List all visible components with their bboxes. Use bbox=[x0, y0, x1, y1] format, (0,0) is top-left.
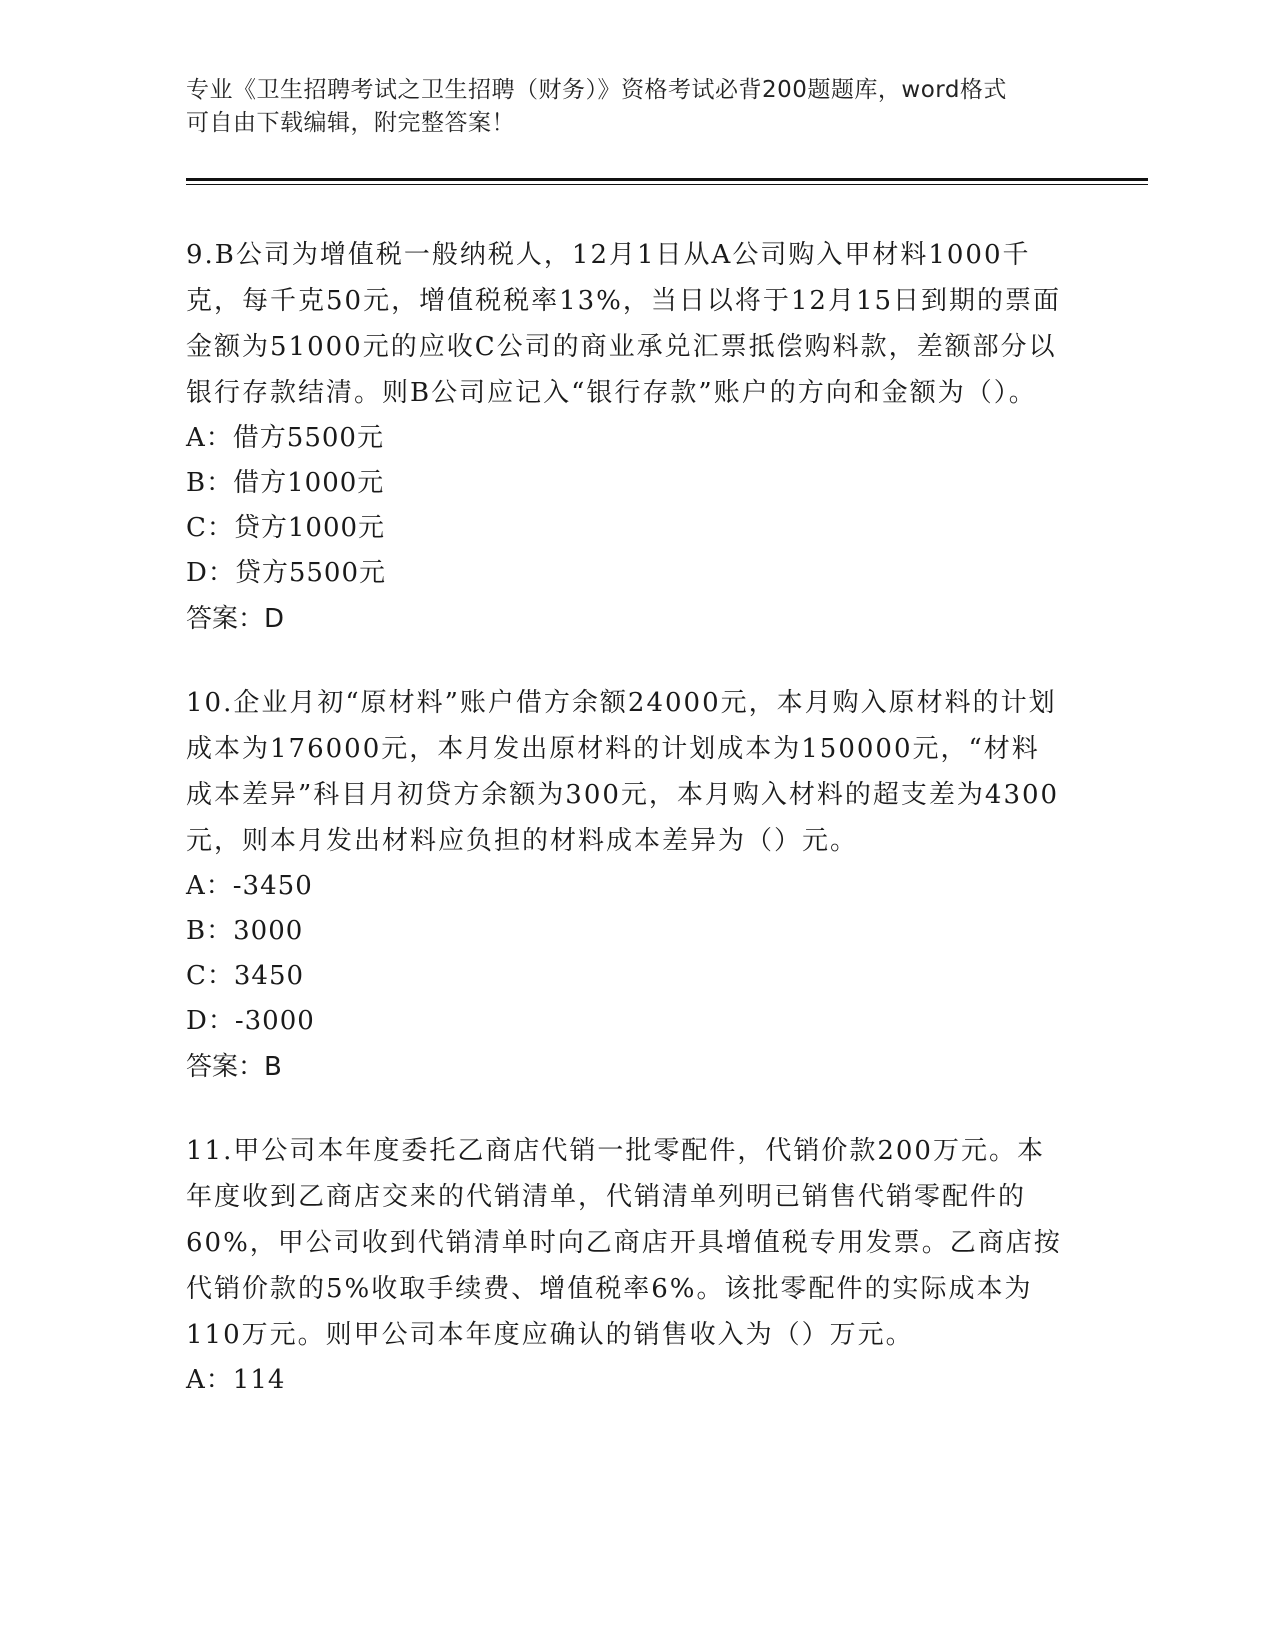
option-a: A：114 bbox=[186, 1365, 286, 1395]
header-divider-thin bbox=[186, 184, 1148, 185]
answer-label: 答案：D bbox=[186, 604, 285, 634]
option-b: B：借方1000元 bbox=[186, 468, 385, 498]
question-10 bbox=[186, 680, 1066, 1090]
option-c: C：3450 bbox=[186, 961, 305, 991]
question-text: 11.甲公司本年度委托乙商店代销一批零配件，代销价款200万元。本年度收到乙商店交来的代销清单，代销清单列明已销售代销零配件的60%，甲公司收到代销清单时向乙商店开具增值税专用发票。乙商店按代销价款的5%收取手续费、增值税率6%。该批零配件的实际成本为110万元。则甲公司本年度应确认的销售收入为（）万元。 bbox=[186, 1136, 1062, 1350]
option-a: A：-3450 bbox=[186, 871, 313, 901]
question-11 bbox=[186, 1128, 1066, 1403]
option-b: B：3000 bbox=[186, 916, 304, 946]
option-c: C：贷方1000元 bbox=[186, 513, 386, 543]
header-line-2: 可自由下载编辑，附完整答案！ bbox=[186, 110, 515, 136]
question-9 bbox=[186, 232, 1066, 642]
question-list bbox=[186, 232, 1066, 1441]
document-header bbox=[186, 74, 1086, 140]
option-d: D：贷方5500元 bbox=[186, 558, 387, 588]
answer-label: 答案：B bbox=[186, 1052, 282, 1082]
question-text: 9.B公司为增值税一般纳税人，12月1日从A公司购入甲材料1000千克，每千克50元，增值税税率13%，当日以将于12月15日到期的票面金额为51000元的应收C公司的商业承兑汇票抵偿购料款，差额部分以银行存款结清。则B公司应记入“银行存款”账户的方向和金额为（）。 bbox=[186, 240, 1062, 408]
option-d: D：-3000 bbox=[186, 1006, 315, 1036]
option-a: A：借方5500元 bbox=[186, 423, 384, 453]
header-line-1: 专业《卫生招聘考试之卫生招聘（财务）》资格考试必背200题题库，word格式 bbox=[186, 77, 1007, 103]
header-divider-thick bbox=[186, 178, 1148, 181]
question-text: 10.企业月初“原材料”账户借方余额24000元，本月购入原材料的计划成本为176000元，本月发出原材料的计划成本为150000元，“材料成本差异”科目月初贷方余额为300元，本月购入材料的超支差为4300元，则本月发出材料应负担的材料成本差异为（）元。 bbox=[186, 688, 1060, 856]
